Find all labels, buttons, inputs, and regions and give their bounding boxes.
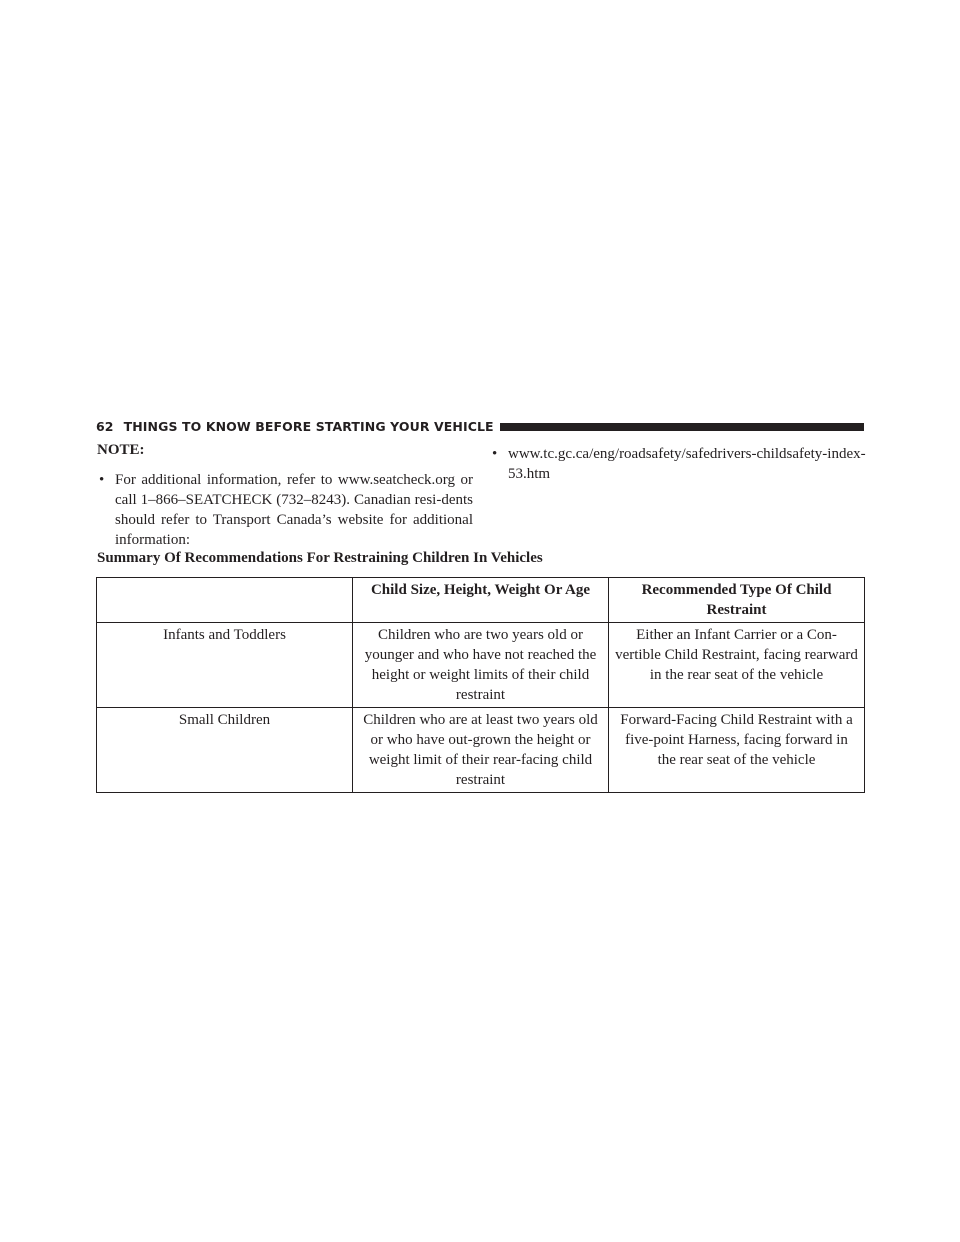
table-cell: Either an Infant Carrier or a Con-vertible Child Restraint, facing rearward in the rear seat of the vehicle [609, 623, 865, 708]
note-bullet-item [97, 470, 473, 550]
table-header-cell: Child Size, Height, Weight Or Age [353, 578, 609, 623]
bullet-icon: • [99, 472, 105, 488]
table-cell: Infants and Toddlers [97, 623, 353, 708]
table-cell: Children who are at least two years old or who have out-grown the height or weight limit of their rear-facing child restraint [353, 708, 609, 793]
bullet-icon: • [492, 446, 498, 462]
table-title: Summary Of Recommendations For Restraining Children In Vehicles [97, 550, 543, 566]
table-header-row [97, 578, 865, 623]
table-header-cell: Recommended Type Of Child Restraint [609, 578, 865, 623]
table-cell: Small Children [97, 708, 353, 793]
table-cell: Forward-Facing Child Restraint with a five-point Harness, facing forward in the rear seat of the vehicle [609, 708, 865, 793]
note-bullet-item [490, 444, 866, 484]
recommendations-table [96, 577, 865, 793]
table-row [97, 708, 865, 793]
page-number: 62 [96, 419, 114, 434]
table-row [97, 623, 865, 708]
note-bullet-text: www.tc.gc.ca/eng/roadsafety/safedrivers-childsafety-index-53.htm [508, 446, 866, 482]
section-title: THINGS TO KNOW BEFORE STARTING YOUR VEHICLE [123, 419, 494, 434]
header-rule [500, 423, 864, 431]
table-header-cell [97, 578, 353, 623]
note-right-column [490, 444, 866, 484]
table-cell: Children who are two years old or younger and who have not reached the height or weight limits of their child restraint [353, 623, 609, 708]
note-bullet-text: For additional information, refer to www.seatcheck.org or call 1–866–SEATCHECK (732–8243). Canadian resi-dents should refer to Transport Canada’s website for additional information: [115, 472, 473, 548]
page-header [96, 420, 864, 434]
note-label: NOTE: [97, 442, 145, 458]
note-left-column [97, 440, 473, 550]
